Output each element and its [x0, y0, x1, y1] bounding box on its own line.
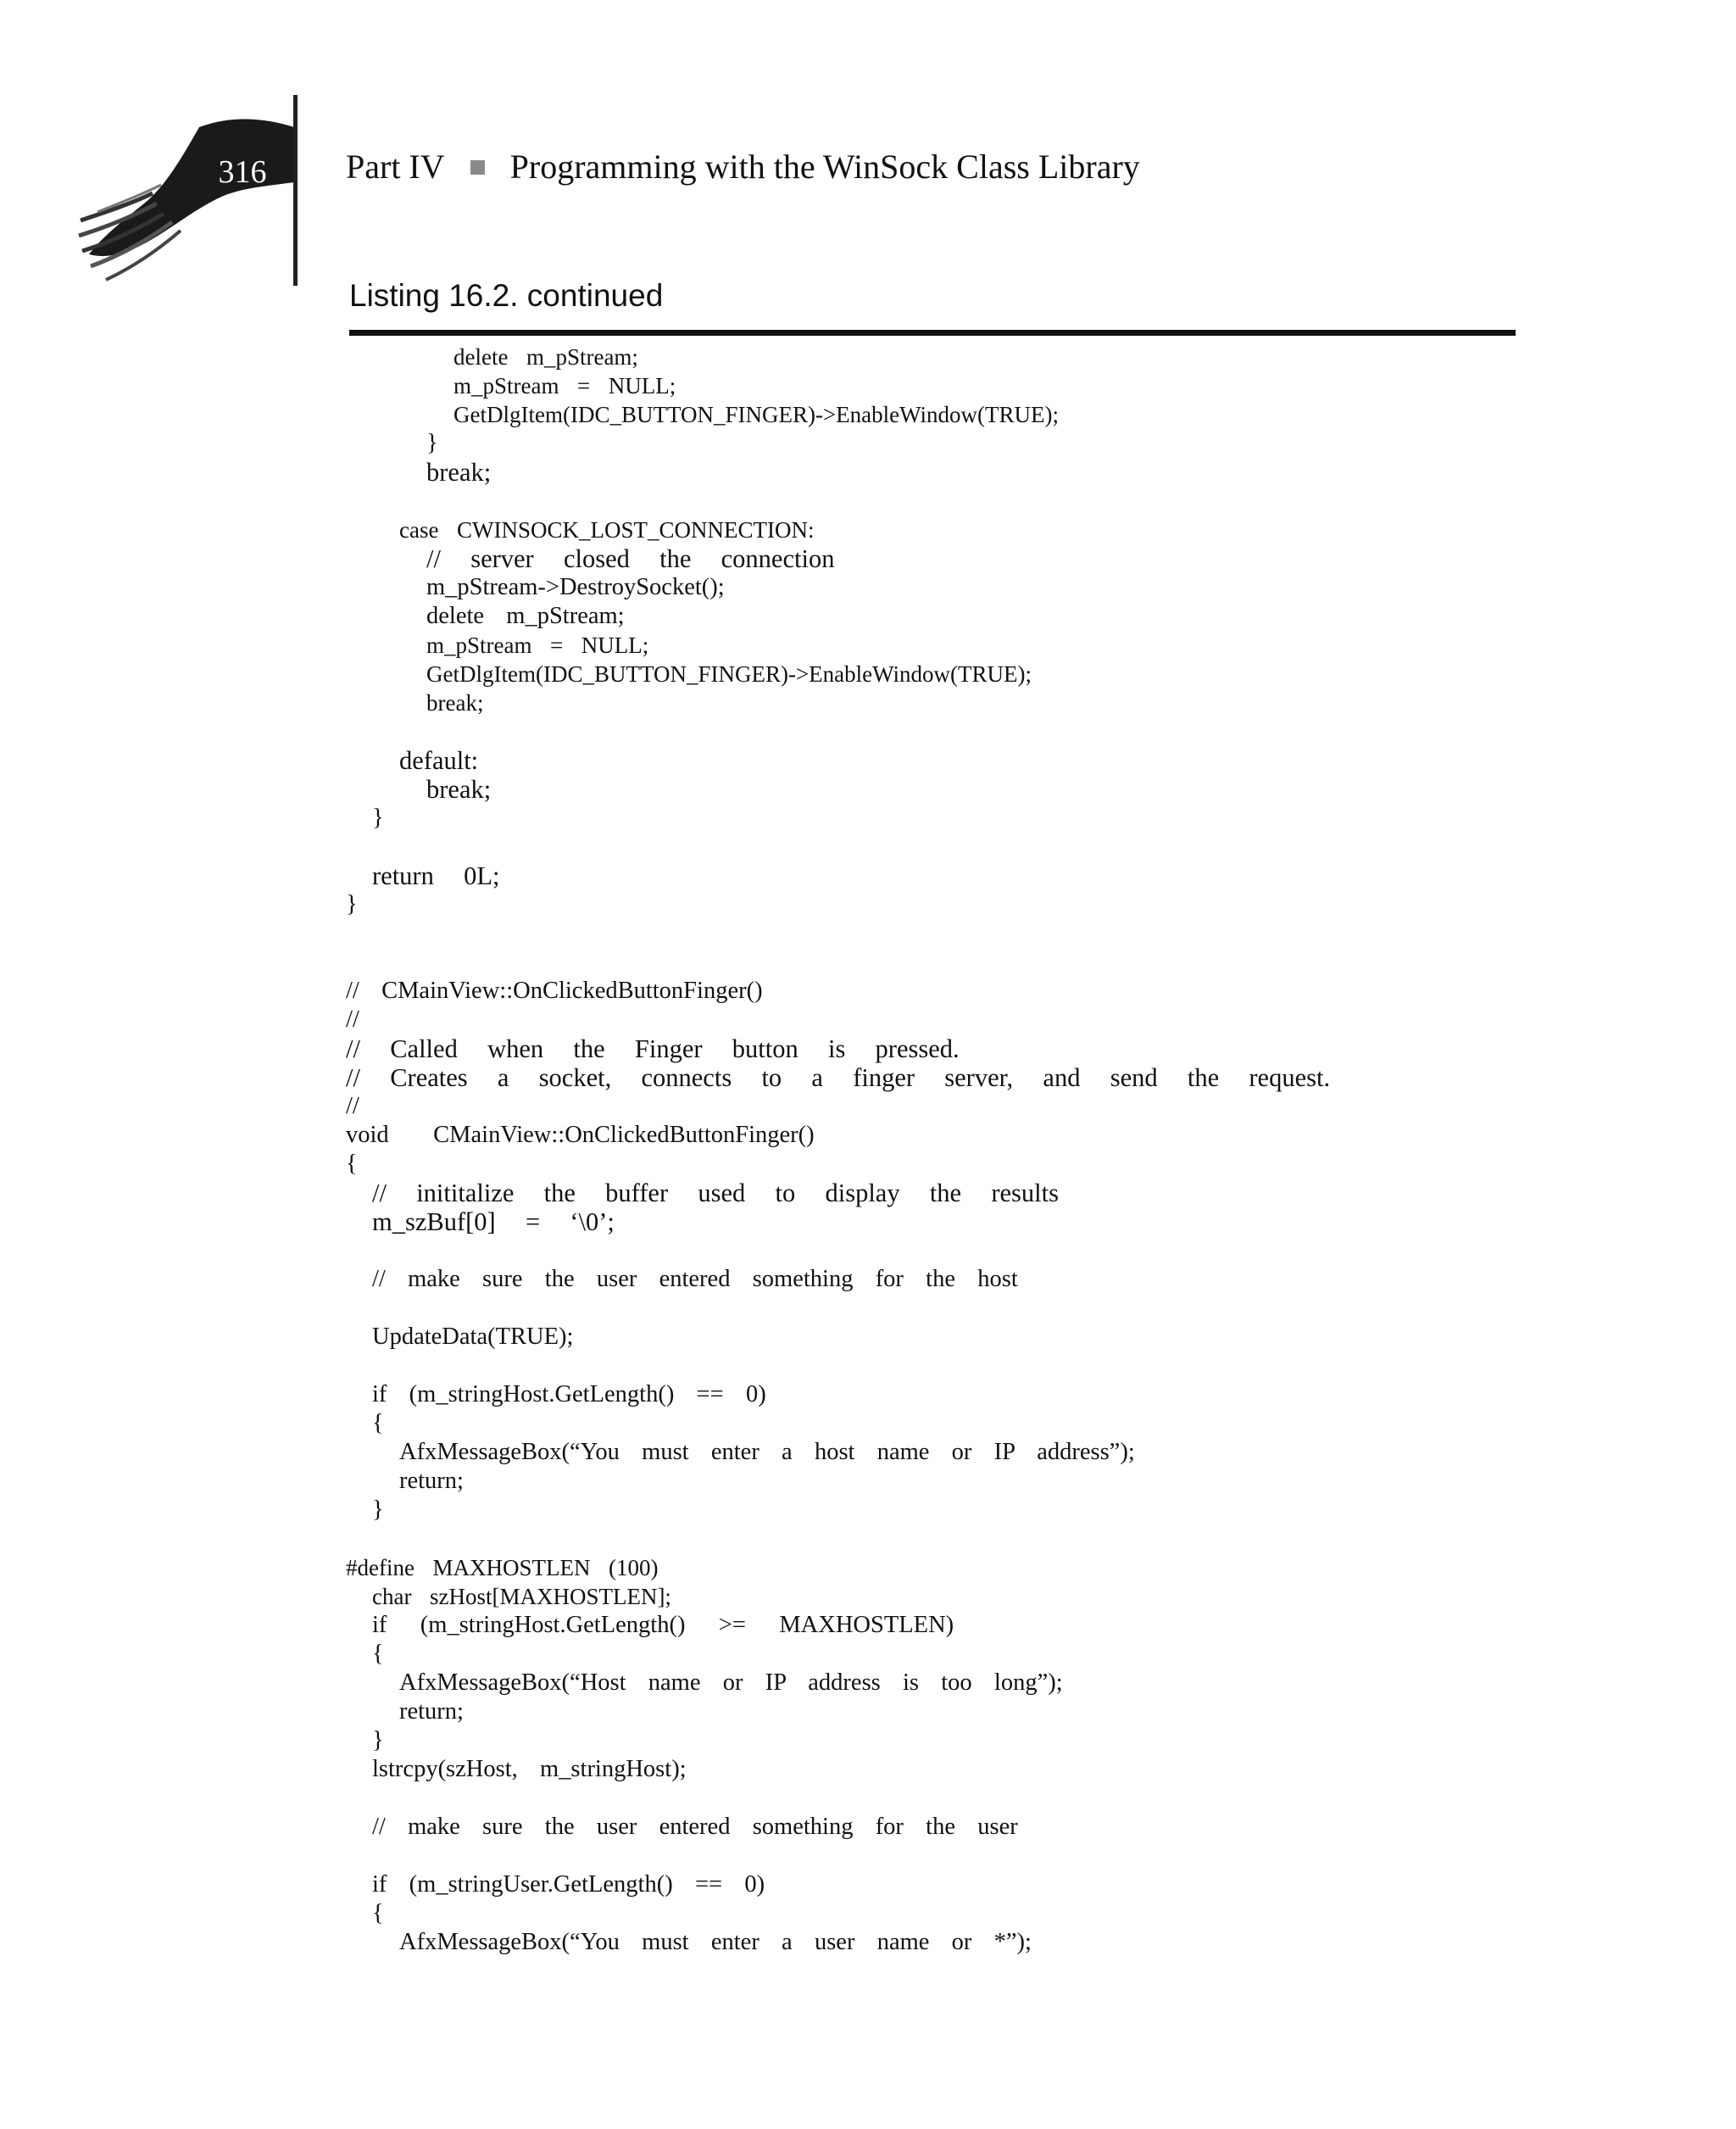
code-line: } — [346, 891, 358, 917]
code-line: { — [372, 1641, 384, 1667]
code-line: } — [426, 430, 438, 456]
code-line: delete m_pStream; — [453, 344, 638, 370]
code-line: break; — [426, 775, 492, 804]
code-line: } — [372, 805, 384, 831]
code-line: // Called when the Finger button is pressed. — [346, 1034, 960, 1063]
code-line: { — [346, 1151, 358, 1177]
code-line: case CWINSOCK_LOST_CONNECTION: — [399, 517, 815, 543]
part-label: Part IV — [346, 148, 445, 186]
code-line: AfxMessageBox(“You must enter a user name or *”); — [399, 1929, 1032, 1955]
code-line: // Creates a socket, connects to a finger server, and send the request. — [346, 1063, 1331, 1092]
listing-title: Listing 16.2. continued — [349, 278, 664, 313]
code-line: AfxMessageBox(“Host name or IP address is too long”); — [399, 1669, 1063, 1696]
code-line: break; — [426, 458, 492, 487]
code-line: m_pStream = NULL; — [453, 373, 676, 398]
code-line: return 0L; — [372, 861, 500, 890]
code-line: GetDlgItem(IDC_BUTTON_FINGER)->EnableWindow(TRUE); — [453, 402, 1060, 427]
code-line: m_pStream->DestroySocket(); — [426, 574, 725, 600]
chapter-title: Programming with the WinSock Class Library — [509, 148, 1140, 186]
code-line: lstrcpy(szHost, m_stringHost); — [372, 1756, 687, 1782]
code-line: return; — [399, 1468, 464, 1494]
code-line: // make sure the user entered something for the user — [372, 1814, 1018, 1840]
code-line: { — [372, 1900, 384, 1926]
code-line: AfxMessageBox(“You must enter a host name or IP address”); — [399, 1439, 1135, 1465]
code-line: m_pStream = NULL; — [426, 633, 649, 658]
code-line: // make sure the user entered something for the host — [372, 1266, 1018, 1292]
code-line: #define MAXHOSTLEN (100) — [346, 1555, 659, 1580]
code-line: // server closed the connection — [426, 544, 835, 573]
code-line: char szHost[MAXHOSTLEN]; — [372, 1584, 671, 1609]
code-line: return; — [399, 1698, 464, 1725]
code-line: if (m_stringHost.GetLength() == 0) — [372, 1381, 766, 1407]
code-line: UpdateData(TRUE); — [372, 1324, 574, 1350]
code-line: if (m_stringHost.GetLength() >= MAXHOSTLEN) — [372, 1612, 954, 1638]
code-line: } — [372, 1496, 384, 1523]
code-line: if (m_stringUser.GetLength() == 0) — [372, 1871, 765, 1898]
code-line: // — [346, 1093, 359, 1119]
code-line: void CMainView::OnClickedButtonFinger() — [346, 1122, 815, 1148]
code-line: default: — [399, 746, 479, 775]
code-line: break; — [426, 690, 484, 716]
code-line: } — [372, 1727, 384, 1753]
code-line: // — [346, 1006, 359, 1033]
code-line: m_szBuf[0] = ‘\0’; — [372, 1207, 615, 1236]
code-line: GetDlgItem(IDC_BUTTON_FINGER)->EnableWindow(TRUE); — [426, 661, 1032, 687]
code-line: // inititalize the buffer used to display the results — [372, 1179, 1059, 1207]
code-line: // CMainView::OnClickedButtonFinger() — [346, 978, 763, 1004]
code-line: { — [372, 1410, 384, 1436]
code-line: delete m_pStream; — [426, 603, 625, 629]
page-number: 316 — [218, 154, 267, 190]
